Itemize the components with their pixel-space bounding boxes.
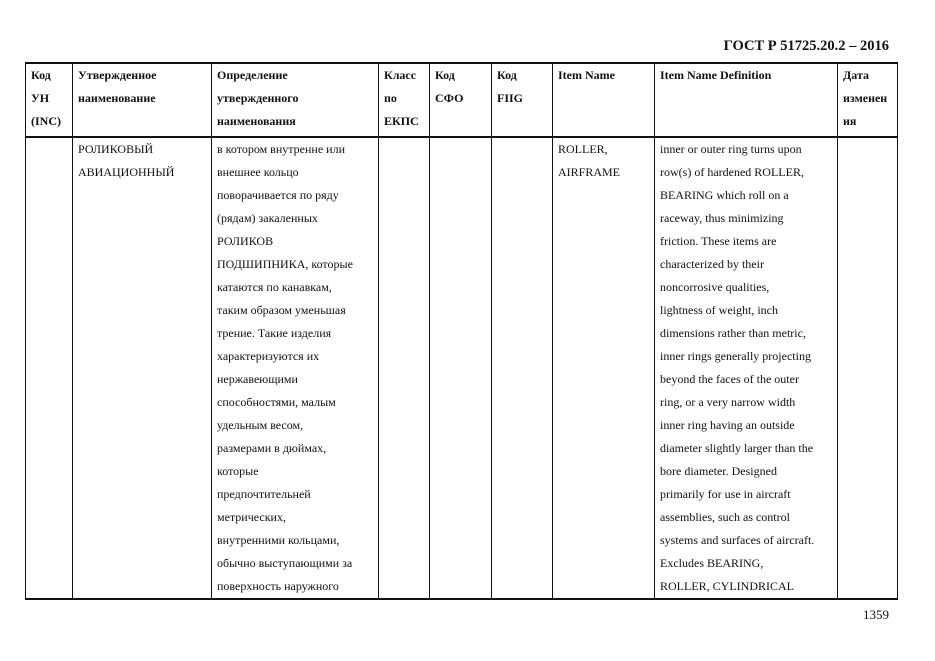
col-header-inc: Код УН (INC) [26,63,73,137]
table-row [26,137,898,599]
col-header-ekps-class: Класс по ЕКПС [379,63,430,137]
cell-change-date [838,137,898,599]
col-header-sfo-code: Код СФО [430,63,492,137]
col-header-definition: Определение утвержденного наименования [212,63,379,137]
cell-approved-name: РОЛИКОВЫЙ АВИАЦИОННЫЙ [73,137,212,599]
cell-inc [26,137,73,599]
cell-item-name: ROLLER, AIRFRAME [553,137,655,599]
specification-table [25,62,898,600]
col-header-item-name: Item Name [553,63,655,137]
cell-ekps-class [379,137,430,599]
col-header-fiig-code: Код FIIG [492,63,553,137]
page-number: 1359 [863,607,889,622]
table-header-row [26,63,898,137]
col-header-change-date: Дата изменен ия [838,63,898,137]
col-header-item-name-definition: Item Name Definition [655,63,838,137]
col-header-approved-name: Утвержденное наименование [73,63,212,137]
document-code: ГОСТ Р 51725.20.2 – 2016 [723,38,889,54]
cell-sfo-code [430,137,492,599]
cell-fiig-code [492,137,553,599]
cell-item-name-definition: inner or outer ring turns upon row(s) of hardened ROLLER, BEARING which roll on a raceway, thus minimizing friction. These items are characterized by their noncorrosive qualities, lightness of weight, inch dimensions rather than metric, inner rings generally projecting beyond the faces of the outer ring, or a very narrow width inner ring having an outside diameter slightly larger than the bore diameter. Designed primarily for use in aircraft assemblies, such as control systems and surfaces of aircraft. Excludes BEARING, ROLLER, CYLINDRICAL [655,137,838,599]
cell-definition: в котором внутренне или внешнее кольцо поворачивается по ряду (рядам) закаленных РОЛИКОВ ПОДШИПНИКА, которые катаются по канавкам, таким образом уменьшая трение. Такие изделия характеризуются их нержавеющими способностями, малым удельным весом, размерами в дюймах, которые предпочтительней метрических, внутренними кольцами, обычно выступающими за поверхность наружного [212,137,379,599]
